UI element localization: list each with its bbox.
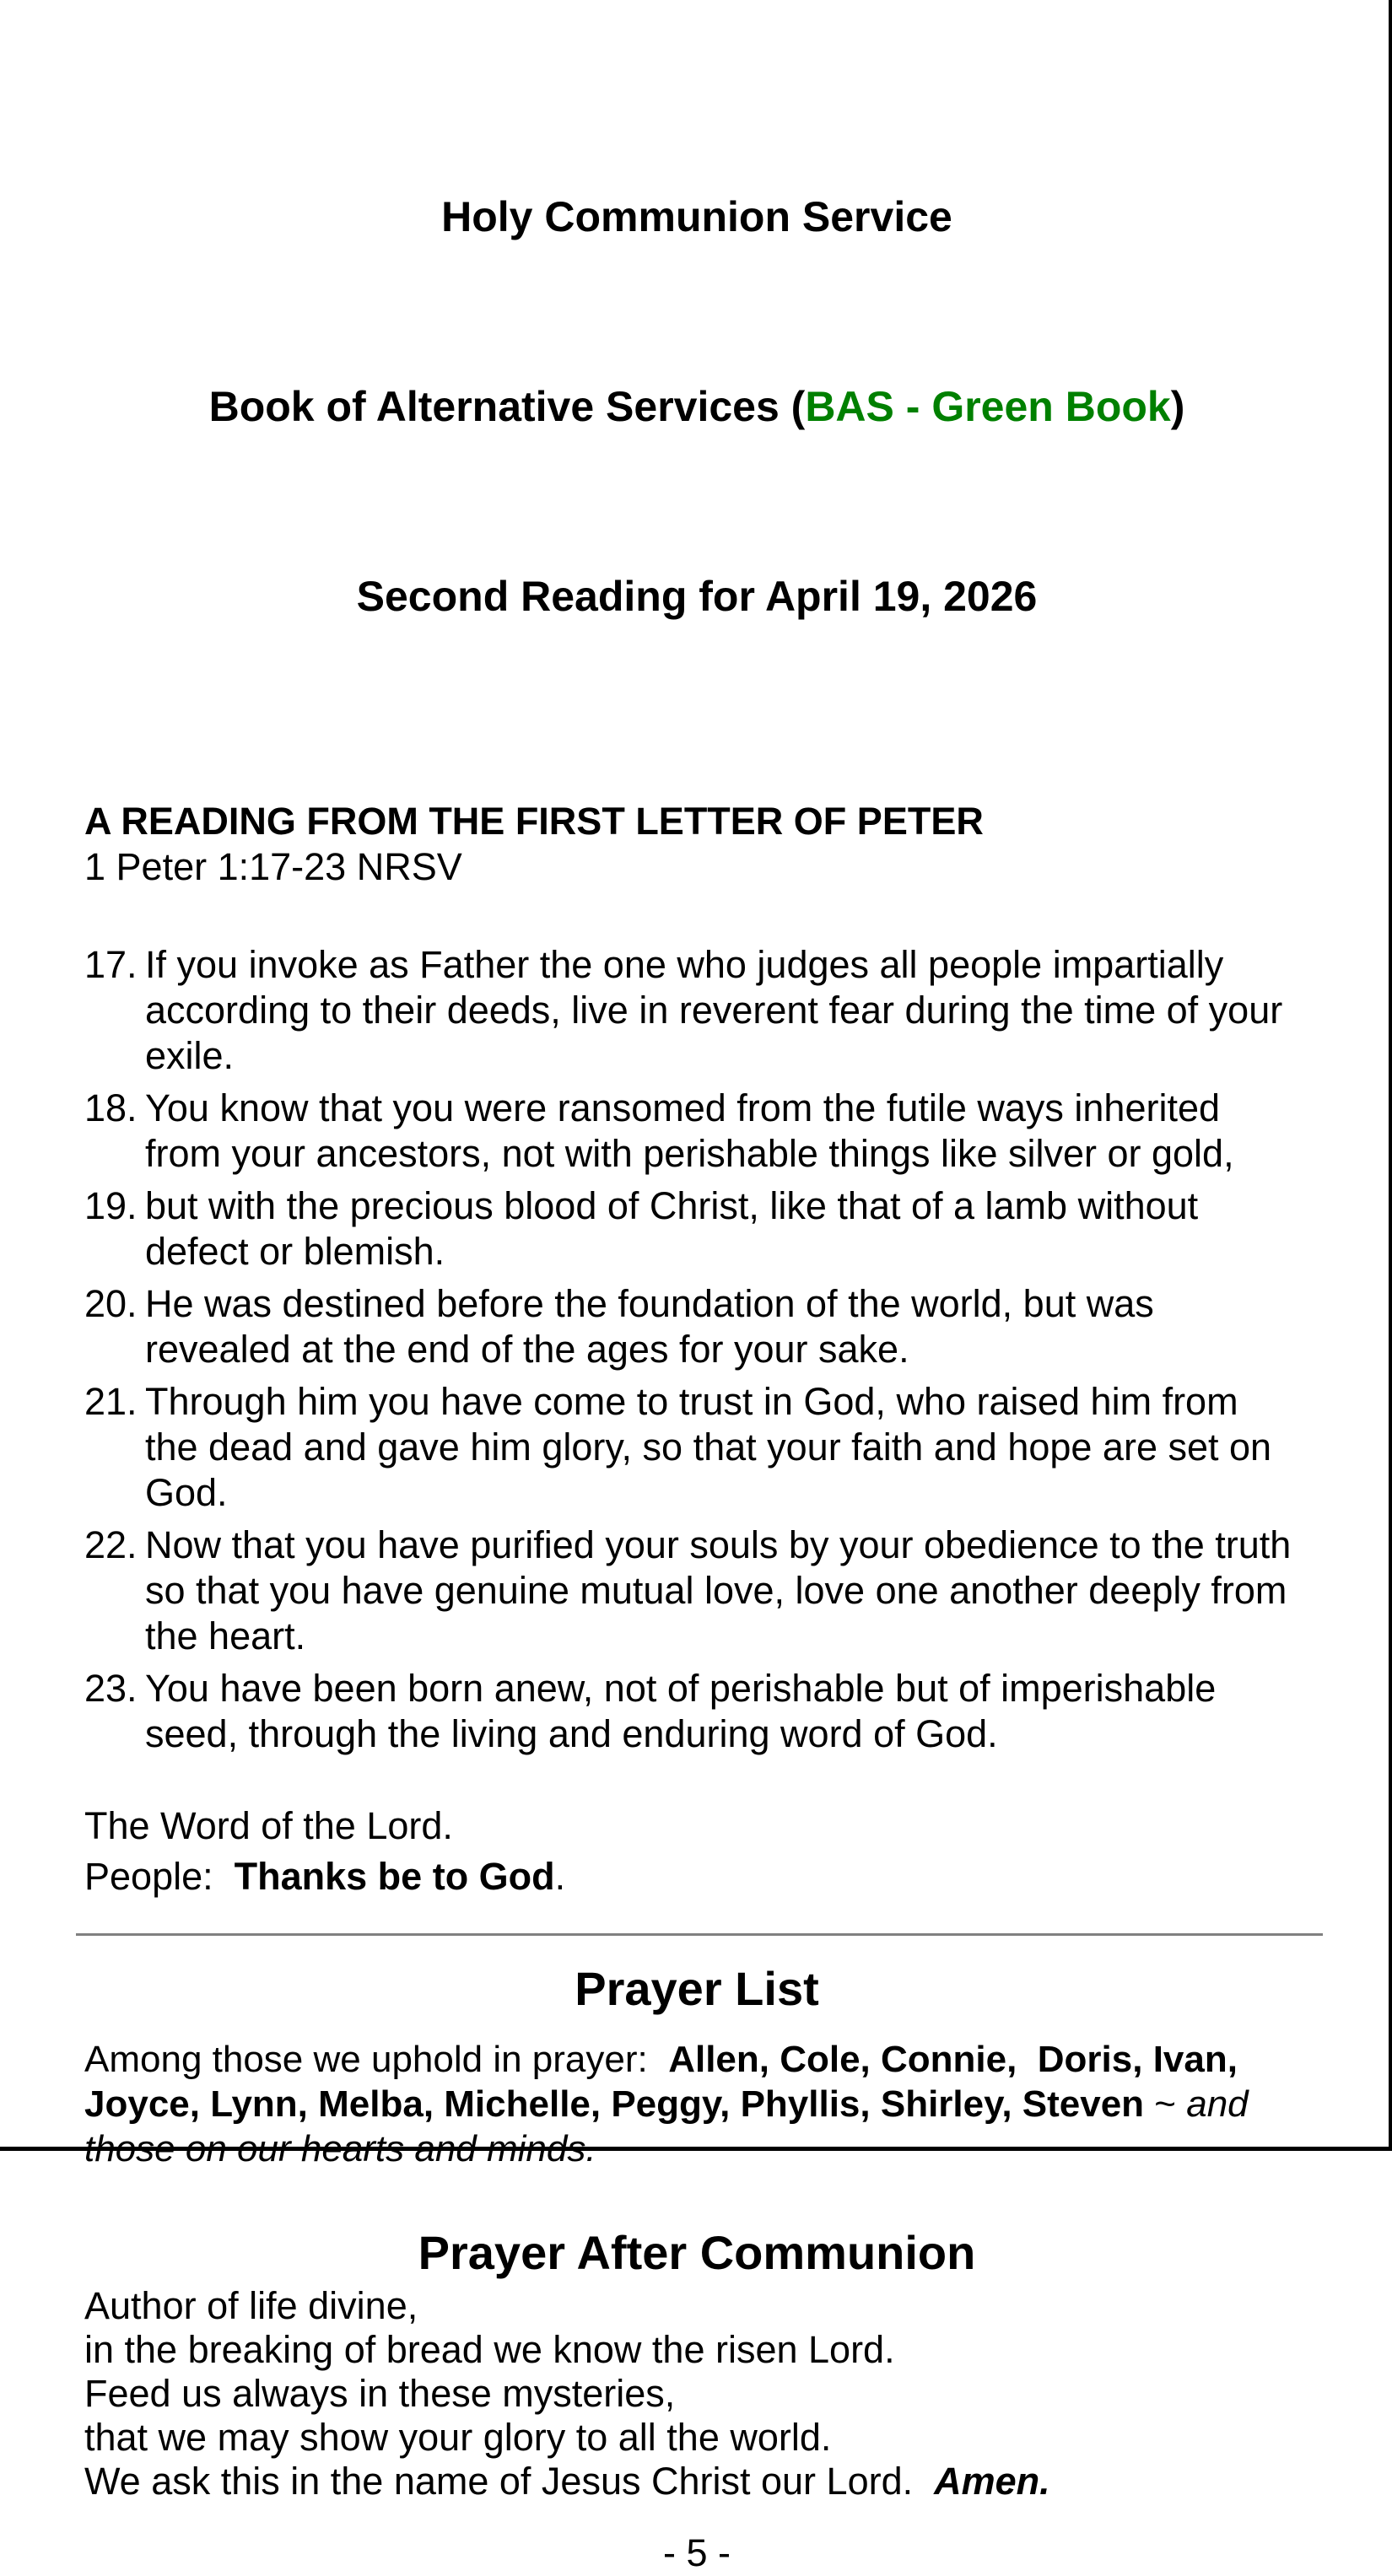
title-line-reading-date: Second Reading for April 19, 2026 xyxy=(356,573,1038,620)
scripture-verses xyxy=(84,942,1309,1757)
word-of-the-lord: The Word of the Lord. xyxy=(84,1804,453,1847)
verse-item xyxy=(84,1281,1309,1372)
title-line-service: Holy Communion Service xyxy=(441,193,952,240)
people-label: People: xyxy=(84,1855,235,1898)
verse-text: but with the precious blood of Christ, like that of a lamb without defect or blemish. xyxy=(145,1184,1199,1273)
verse-text: You know that you were ransomed from the futile ways inherited from your ancestors, not with perishable things like silver or gold, xyxy=(145,1086,1234,1175)
title-book-suffix: ) xyxy=(1170,383,1185,430)
verse-text: He was destined before the foundation of the world, but was revealed at the end of the ages for your sake. xyxy=(145,1282,1154,1371)
verse-number: 23. xyxy=(84,1667,138,1710)
verse-text: You have been born anew, not of perishable but of imperishable seed, through the living and enduring word of God. xyxy=(145,1667,1217,1755)
prayer-line: Feed us always in these mysteries, xyxy=(84,2372,676,2415)
title-block xyxy=(84,59,1309,755)
reading-heading: A READING FROM THE FIRST LETTER OF PETER xyxy=(84,800,984,843)
verse-item xyxy=(84,1086,1309,1177)
prayer-closing-text: We ask this in the name of Jesus Christ our Lord. xyxy=(84,2460,935,2503)
verse-number: 21. xyxy=(84,1380,138,1423)
reading-reference: 1 Peter 1:17-23 NRSV xyxy=(84,845,462,888)
verse-item xyxy=(84,1183,1309,1275)
people-response-text: Thanks be to God xyxy=(234,1855,555,1898)
verse-item xyxy=(84,942,1309,1079)
title-line-book xyxy=(84,375,1309,439)
prayer-list-paragraph xyxy=(84,2037,1308,2171)
verse-number: 19. xyxy=(84,1184,138,1227)
verse-number: 18. xyxy=(84,1086,138,1129)
verse-number: 22. xyxy=(84,1523,138,1566)
title-book-prefix: Book of Alternative Services ( xyxy=(208,383,806,430)
verse-text: Now that you have purified your souls by your obedience to the truth so that you have genuine mutual love, love one another deeply from the heart. xyxy=(145,1523,1292,1657)
page-number: - 5 - xyxy=(662,2531,731,2574)
prayer-line: in the breaking of bread we know the risen Lord. xyxy=(84,2328,895,2371)
people-response xyxy=(84,1854,1309,1900)
prayer-after-communion-heading: Prayer After Communion xyxy=(418,2226,976,2279)
verse-text: Through him you have come to trust in God, who raised him from the dead and gave him glory, so that your faith and hope are set on God. xyxy=(145,1380,1272,1514)
verse-item xyxy=(84,1666,1309,1757)
prayer-list-italic-tail: and those on our hearts and minds. xyxy=(84,2083,1259,2169)
prayer-line: Author of life divine, xyxy=(84,2284,418,2327)
verse-item xyxy=(84,1379,1309,1516)
prayer-closing-line xyxy=(84,2460,1309,2503)
verse-number: 20. xyxy=(84,1282,138,1325)
verse-number: 17. xyxy=(84,943,138,986)
prayer-after-communion-lines xyxy=(84,2284,1309,2460)
verse-text: If you invoke as Father the one who judges all people impartially according to their deeds, live in reverent fear during the time of your exile. xyxy=(145,943,1283,1077)
prayer-list-names: Allen, Cole, Connie, Doris, Ivan, Joyce, Lynn, Melba, Michelle, Peggy, Phyllis, Shirley, Steven xyxy=(84,2039,1249,2125)
prayer-list-intro: Among those we uphold in prayer: xyxy=(84,2039,669,2080)
verse-item xyxy=(84,1522,1309,1659)
prayer-list-separator: ~ xyxy=(1144,2083,1187,2125)
people-response-period: . xyxy=(554,1855,566,1898)
section-divider xyxy=(76,1933,1323,1936)
title-book-highlight: BAS - Green Book xyxy=(805,383,1171,430)
prayer-list-heading: Prayer List xyxy=(575,1962,819,2015)
prayer-amen: Amen. xyxy=(934,2460,1050,2503)
prayer-line: that we may show your glory to all the world. xyxy=(84,2416,832,2459)
